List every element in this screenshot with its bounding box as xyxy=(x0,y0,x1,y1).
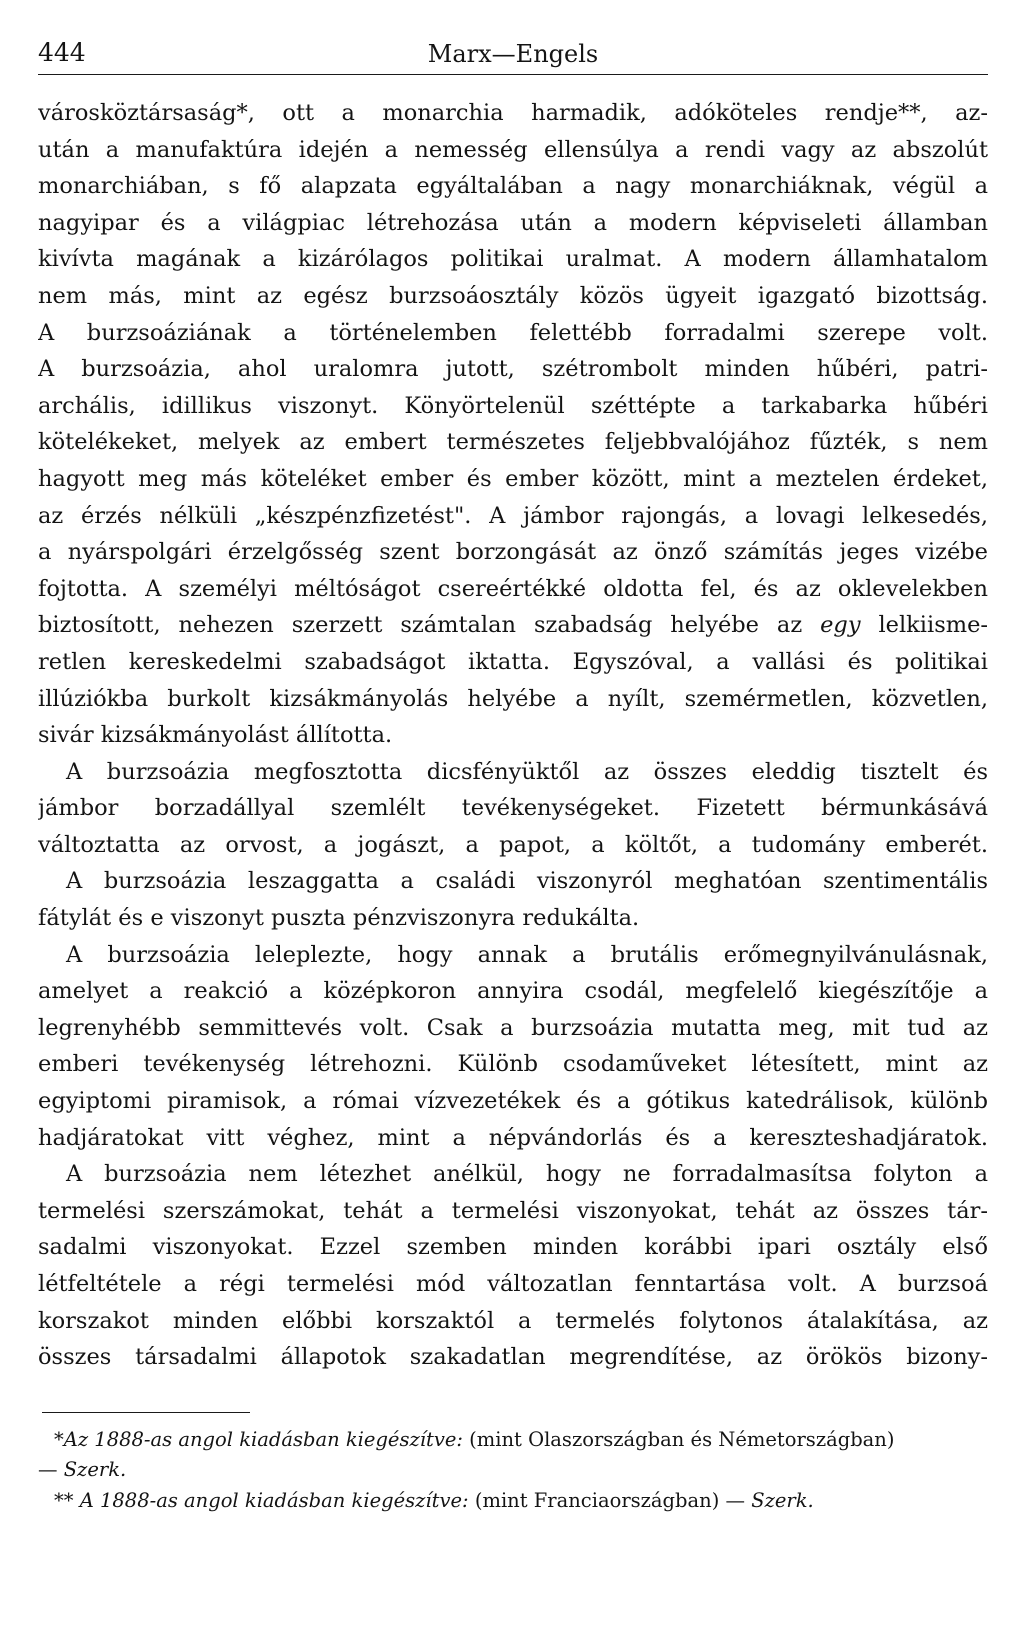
footnote-divider xyxy=(42,1412,250,1413)
footnote-italic: Az 1888-as angol kiadásban kiegészítve: xyxy=(63,1427,463,1451)
text-line: összes társadalmi állapotok szakadatlan megrendítése, az örökös bizony- xyxy=(38,1344,988,1371)
text-line: A burzsoázia megfosztotta dicsfényüktől az összes eleddig tisztelt és xyxy=(66,758,988,785)
text-line: városköztársaság*, ott a monarchia harmadik, adóköteles rendje**, az- xyxy=(38,100,988,126)
text-line: legrenyhébb semmittevés volt. Csak a burzsoázia mutatta meg, mit tud az xyxy=(38,1014,988,1041)
footnote-italic: A 1888-as angol kiadásban kiegészítve: xyxy=(79,1488,469,1512)
text-line: A burzsoázia, ahol uralomra jutott, szétrombolt minden hűbéri, patri- xyxy=(38,356,988,383)
text-segment: biztosított, nehezen szerzett számtalan szabadság helyébe az xyxy=(38,612,803,639)
footnote-editor: Szerk. xyxy=(751,1488,814,1512)
footnote-text: (mint Olaszországban és Németországban) xyxy=(469,1427,895,1451)
footnote-mark: ** xyxy=(54,1488,74,1512)
text-line: korszakot minden előbbi korszaktól a termelés folytonos átalakítása, az xyxy=(38,1307,988,1334)
page-number: 444 xyxy=(38,38,86,67)
footnote-1-continuation xyxy=(38,1455,988,1486)
text-line: kivívta magának a kizárólagos politikai uralmat. A modern államhatalom xyxy=(38,246,988,273)
text-line: után a manufaktúra idején a nemesség ellensúlya a rendi vagy az abszolút xyxy=(38,136,988,163)
running-head xyxy=(38,28,988,75)
text-line: retlen kereskedelmi szabadságot iktatta. Egyszóval, a vallási és politikai xyxy=(38,648,988,675)
text-line: sadalmi viszonyokat. Ezzel szemben minden korábbi ipari osztály első xyxy=(38,1234,988,1261)
text-line: jámbor borzadállyal szemlélt tevékenységeket. Fizetett bérmunkásává xyxy=(38,795,988,822)
text-line: A burzsoázia leleplezte, hogy annak a brutális erőmegnyilvánulásnak, xyxy=(66,941,988,968)
text-line: egyiptomi piramisok, a római vízvezetékek és a gótikus katedrálisok, különb xyxy=(38,1088,988,1115)
text-line: amelyet a reakció a középkoron annyira csodál, megfelelő kiegészítője a xyxy=(38,978,988,1005)
footnote-editor: Szerk. xyxy=(63,1458,127,1482)
emphasis-egy: egy xyxy=(820,612,861,639)
text-line: változtatta az orvost, a jogászt, a papot, a költőt, a tudomány emberét. xyxy=(38,831,988,858)
text-line: fojtotta. A személyi méltóságot csereértékké oldotta fel, és az oklevelekben xyxy=(38,575,988,602)
text-line: sivár kizsákmányolást állította. xyxy=(38,722,393,749)
text-line: A burzsoáziának a történelemben felettébb forradalmi szerepe volt. xyxy=(38,319,988,346)
text-line: nagyipar és a világpiac létrehozása után a modern képviseleti államban xyxy=(38,209,988,236)
running-title: Marx—Engels xyxy=(427,40,599,68)
footnote-mark: * xyxy=(54,1427,64,1451)
footnote-1 xyxy=(38,1425,988,1456)
text-line: hadjáratokat vitt véghez, mint a népvándorlás és a kereszteshadjáratok. xyxy=(38,1124,988,1151)
text-line: archális, idillikus viszonyt. Könyörtelenül széttépte a tarkabarka hűbéri xyxy=(38,392,988,419)
text-line: monarchiában, s fő alapzata egyáltalában a nagy monarchiáknak, végül a xyxy=(38,173,988,200)
text-line: A burzsoázia leszaggatta a családi viszonyról meghatóan szentimentális xyxy=(66,868,988,895)
text-line: A burzsoázia nem létezhet anélkül, hogy ne forradalmasítsa folyton a xyxy=(66,1161,988,1188)
text-line-mixed xyxy=(38,607,988,644)
footnote-text: (mint Franciaországban) — xyxy=(474,1488,746,1512)
text-line: kötelékeket, melyek az embert természetes feljebbvalójához fűzték, s nem xyxy=(38,429,988,456)
text-line: illúziókba burkolt kizsákmányolás helyébe a nyílt, szemérmetlen, közvetlen, xyxy=(38,685,988,712)
text-line: az érzés nélküli „készpénzfizetést". A jámbor rajongás, a lovagi lelkesedés, xyxy=(38,502,988,529)
text-line: termelési szerszámokat, tehát a termelési viszonyokat, tehát az összes tár- xyxy=(38,1197,988,1224)
text-line: emberi tevékenység létrehozni. Különb csodaműveket létesített, mint az xyxy=(38,1051,988,1078)
book-page xyxy=(38,28,988,1516)
text-line: fátylát és e viszonyt puszta pénzviszonyra redukálta. xyxy=(38,905,640,932)
text-line: létfeltétele a régi termelési mód változatlan fenntartása volt. A burzsoá xyxy=(38,1271,988,1297)
text-line: nem más, mint az egész burzsoáosztály közös ügyeit igazgató bizottság. xyxy=(38,282,988,309)
text-line: hagyott meg más köteléket ember és ember között, mint a meztelen érdeket, xyxy=(38,465,988,492)
text-line: a nyárspolgári érzelgősség szent borzongását az önző számítás jeges vizébe xyxy=(38,539,988,566)
text-segment: lelkiisme- xyxy=(878,612,988,639)
footnote-dash: — xyxy=(38,1458,58,1482)
body-text xyxy=(38,95,988,1376)
footnotes xyxy=(38,1425,988,1517)
footnote-2 xyxy=(38,1486,988,1517)
